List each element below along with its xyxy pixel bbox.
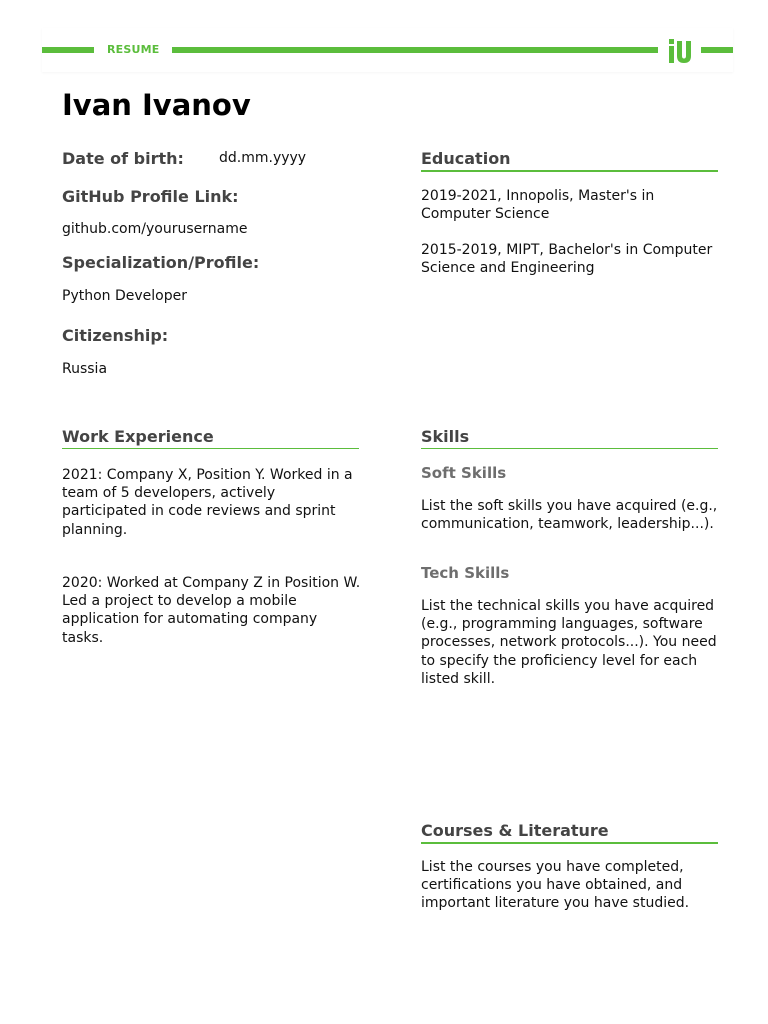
tech-skills-text: List the technical skills you have acquired (e.g., programming languages, software processes, network protocols...). You need to specify the proficiency level for each listed skill. <box>421 598 717 687</box>
iu-logo-icon <box>669 39 691 63</box>
resume-label: RESUME <box>107 43 160 56</box>
skills-divider <box>421 448 718 449</box>
github-link[interactable]: github.com/yourusername <box>62 221 248 237</box>
specialization-label: Specialization/Profile: <box>62 253 260 272</box>
dob-label: Date of birth: <box>62 149 184 168</box>
work-experience-divider <box>62 448 359 449</box>
courses-divider <box>421 842 718 844</box>
tech-skills-title: Tech Skills <box>421 564 510 582</box>
citizenship-value: Russia <box>62 361 108 377</box>
education-entry: 2015-2019, MIPT, Bachelor's in Computer Science and Engineering <box>421 242 713 277</box>
header-bar-right <box>701 47 733 53</box>
education-entry: 2019-2021, Innopolis, Master's in Computer Science <box>421 188 655 223</box>
header-bar-left <box>42 47 94 53</box>
soft-skills-text: List the soft skills you have acquired (e.g., communication, teamwork, leadership...). <box>421 498 718 533</box>
header-bar-middle <box>172 47 658 53</box>
education-divider <box>421 170 718 172</box>
education-title: Education <box>421 149 511 168</box>
specialization-value: Python Developer <box>62 288 187 304</box>
courses-title: Courses & Literature <box>421 821 609 840</box>
candidate-name: Ivan Ivanov <box>62 88 251 122</box>
courses-text: List the courses you have completed, certifications you have obtained, and important literature you have studied. <box>421 859 690 912</box>
work-entry: 2021: Company X, Position Y. Worked in a team of 5 developers, actively participated in code reviews and sprint planning. <box>62 467 353 538</box>
work-entry: 2020: Worked at Company Z in Position W. Led a project to develop a mobile application for automating company tasks. <box>62 575 361 646</box>
github-label: GitHub Profile Link: <box>62 187 239 206</box>
soft-skills-title: Soft Skills <box>421 464 507 482</box>
citizenship-label: Citizenship: <box>62 326 169 345</box>
dob-value: dd.mm.yyyy <box>219 150 307 166</box>
skills-title: Skills <box>421 427 470 446</box>
work-experience-title: Work Experience <box>62 427 214 446</box>
